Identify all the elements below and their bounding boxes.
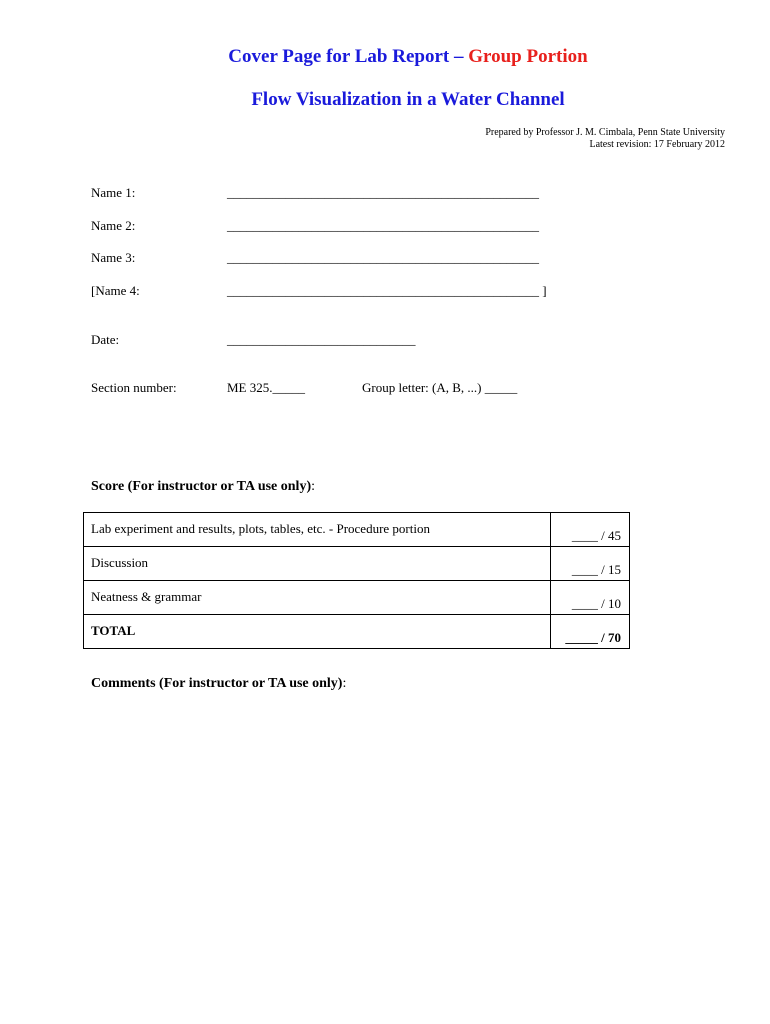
group-letter-field[interactable]: Group letter: (A, B, ...) _____ [362,380,518,395]
date-label: Date: [91,332,120,347]
name2-label: Name 2: [91,218,136,233]
document-title [0,46,770,68]
comments-heading [91,676,346,692]
date-field[interactable]: _____________________________ [227,332,416,347]
name3-label: Name 3: [91,250,136,265]
table-row [84,513,630,547]
name4-label: [Name 4: [91,283,140,298]
score-points-field[interactable]: ____ / 10 [551,581,630,615]
name1-field[interactable]: ________________________________________________ [227,185,539,200]
score-item-total: TOTAL [84,615,551,649]
section-number-field[interactable]: ME 325._____ [227,380,305,395]
score-table [83,512,630,649]
section-number-label: Section number: [91,380,177,395]
score-points-field[interactable]: ____ / 15 [551,547,630,581]
table-row-total [84,615,630,649]
prepared-by-block [485,127,725,151]
score-item: Lab experiment and results, plots, tables, etc. - Procedure portion [84,513,551,547]
comments-heading-text: Comments (For instructor or TA use only) [91,676,343,691]
name4-field[interactable]: ________________________________________________ ] [227,283,547,298]
comments-heading-colon: : [342,676,347,691]
table-row [84,581,630,615]
table-row [84,547,630,581]
name3-field[interactable]: ________________________________________________ [227,250,539,265]
name2-field[interactable]: ________________________________________________ [227,218,539,233]
score-points-field[interactable]: ____ / 45 [551,513,630,547]
document-subtitle: Flow Visualization in a Water Channel [251,89,565,110]
name1-label: Name 1: [91,185,136,200]
prepared-by-text: Prepared by Professor J. M. Cimbala, Penn State University [485,127,725,138]
score-heading-text: Score (For instructor or TA use only) [91,479,312,494]
score-heading-colon: : [311,479,315,494]
title-group-portion: Group Portion [468,46,588,67]
score-item: Neatness & grammar [84,581,551,615]
revision-text: Latest revision: 17 February 2012 [589,139,725,150]
score-heading [91,479,315,495]
score-total-field[interactable]: _____ / 70 [551,615,630,649]
score-item: Discussion [84,547,551,581]
title-main: Cover Page for Lab Report – [228,46,469,67]
